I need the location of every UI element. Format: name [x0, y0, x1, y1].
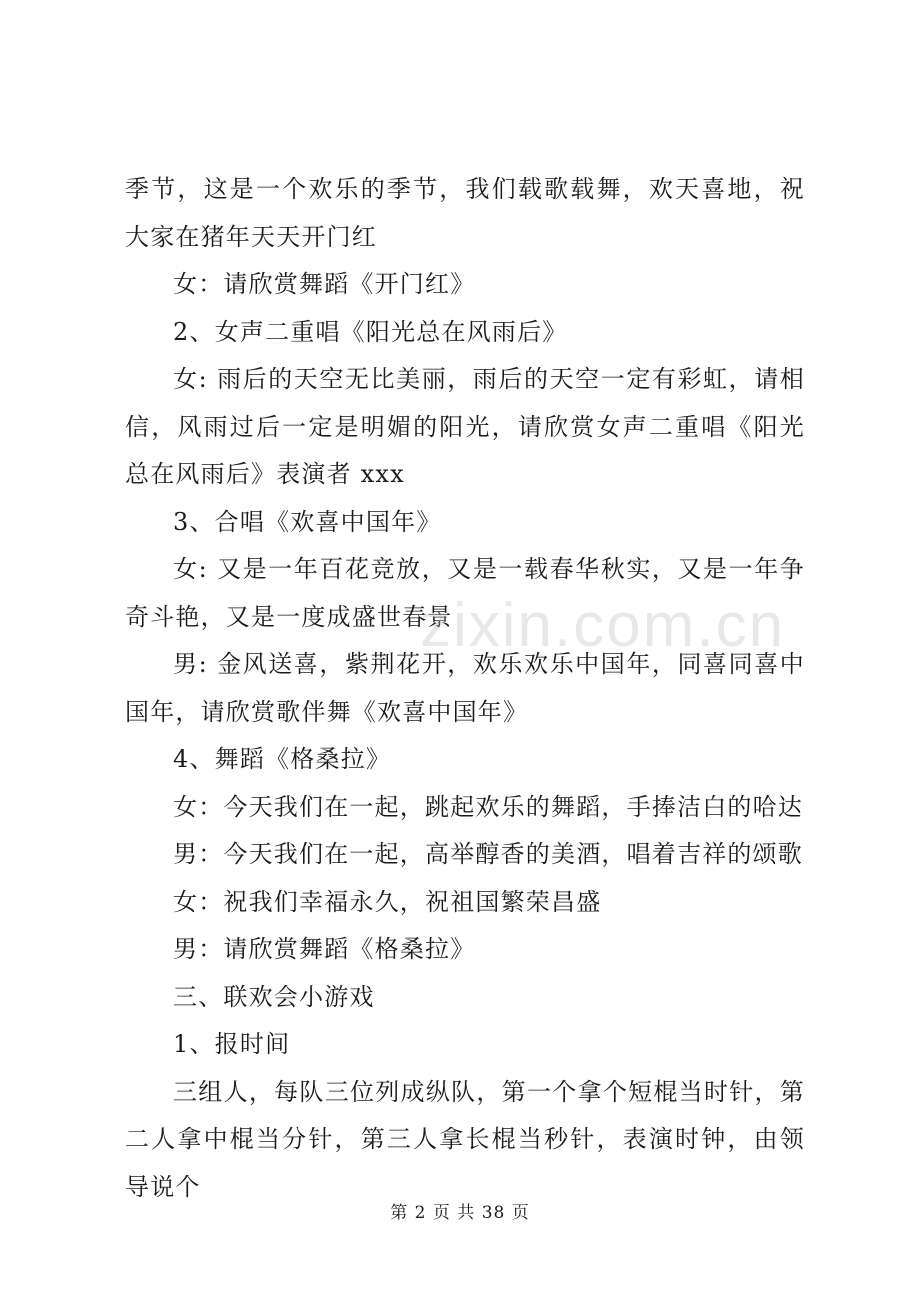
- paragraph-program-item: 2、女声二重唱《阳光总在风雨后》: [173, 317, 568, 346]
- paragraph-dialogue: 女：祝我们幸福永久，祝祖国繁荣昌盛: [173, 887, 602, 916]
- paragraph-dialogue: 男: 金风送喜，紫荆花开，欢乐欢乐中国年，同喜同喜中国年，请欣赏歌伴舞《欢喜中国年》: [125, 650, 805, 726]
- paragraph-game-description: 三组人，每队三位列成纵队，第一个拿个短棍当时针，第二人拿中棍当分针，第三人拿长棍当秒针，表演时钟，由领导说个: [125, 1077, 805, 1201]
- paragraph-dialogue: 男：今天我们在一起，高举醇香的美酒，唱着吉祥的颂歌: [173, 840, 803, 868]
- paragraph-dialogue: 女: 又是一年百花竞放，又是一载春华秋实，又是一年争奇斗艳，又是一度成盛世春景: [125, 555, 805, 631]
- paragraph-dialogue: 女：今天我们在一起，跳起欢乐的舞蹈，手捧洁白的哈达: [173, 792, 803, 821]
- paragraph-dialogue: 女：请欣赏舞蹈《开门红》: [173, 270, 476, 298]
- watermark: zixin.com.cn: [420, 591, 786, 660]
- document-body: [125, 166, 805, 1211]
- paragraph-program-item: 4、舞蹈《格桑拉》: [173, 745, 392, 773]
- subsection-heading: 1、报时间: [173, 1030, 291, 1058]
- paragraph-continuation: 季节，这是一个欢乐的季节，我们载歌载舞，欢天喜地，祝大家在猪年天天开门红: [125, 175, 805, 251]
- paragraph-program-item: 3、合唱《欢喜中国年》: [173, 507, 442, 536]
- section-heading: 三、联欢会小游戏: [173, 982, 375, 1011]
- paragraph-dialogue: 女: 雨后的天空无比美丽，雨后的天空一定有彩虹，请相信，风雨过后一定是明媚的阳光，请欣赏女声二重唱《阳光总在风雨后》表演者 xxx: [125, 365, 805, 488]
- paragraph-dialogue: 男：请欣赏舞蹈《格桑拉》: [173, 935, 476, 963]
- page-footer: 第 2 页 共 38 页: [390, 1203, 530, 1223]
